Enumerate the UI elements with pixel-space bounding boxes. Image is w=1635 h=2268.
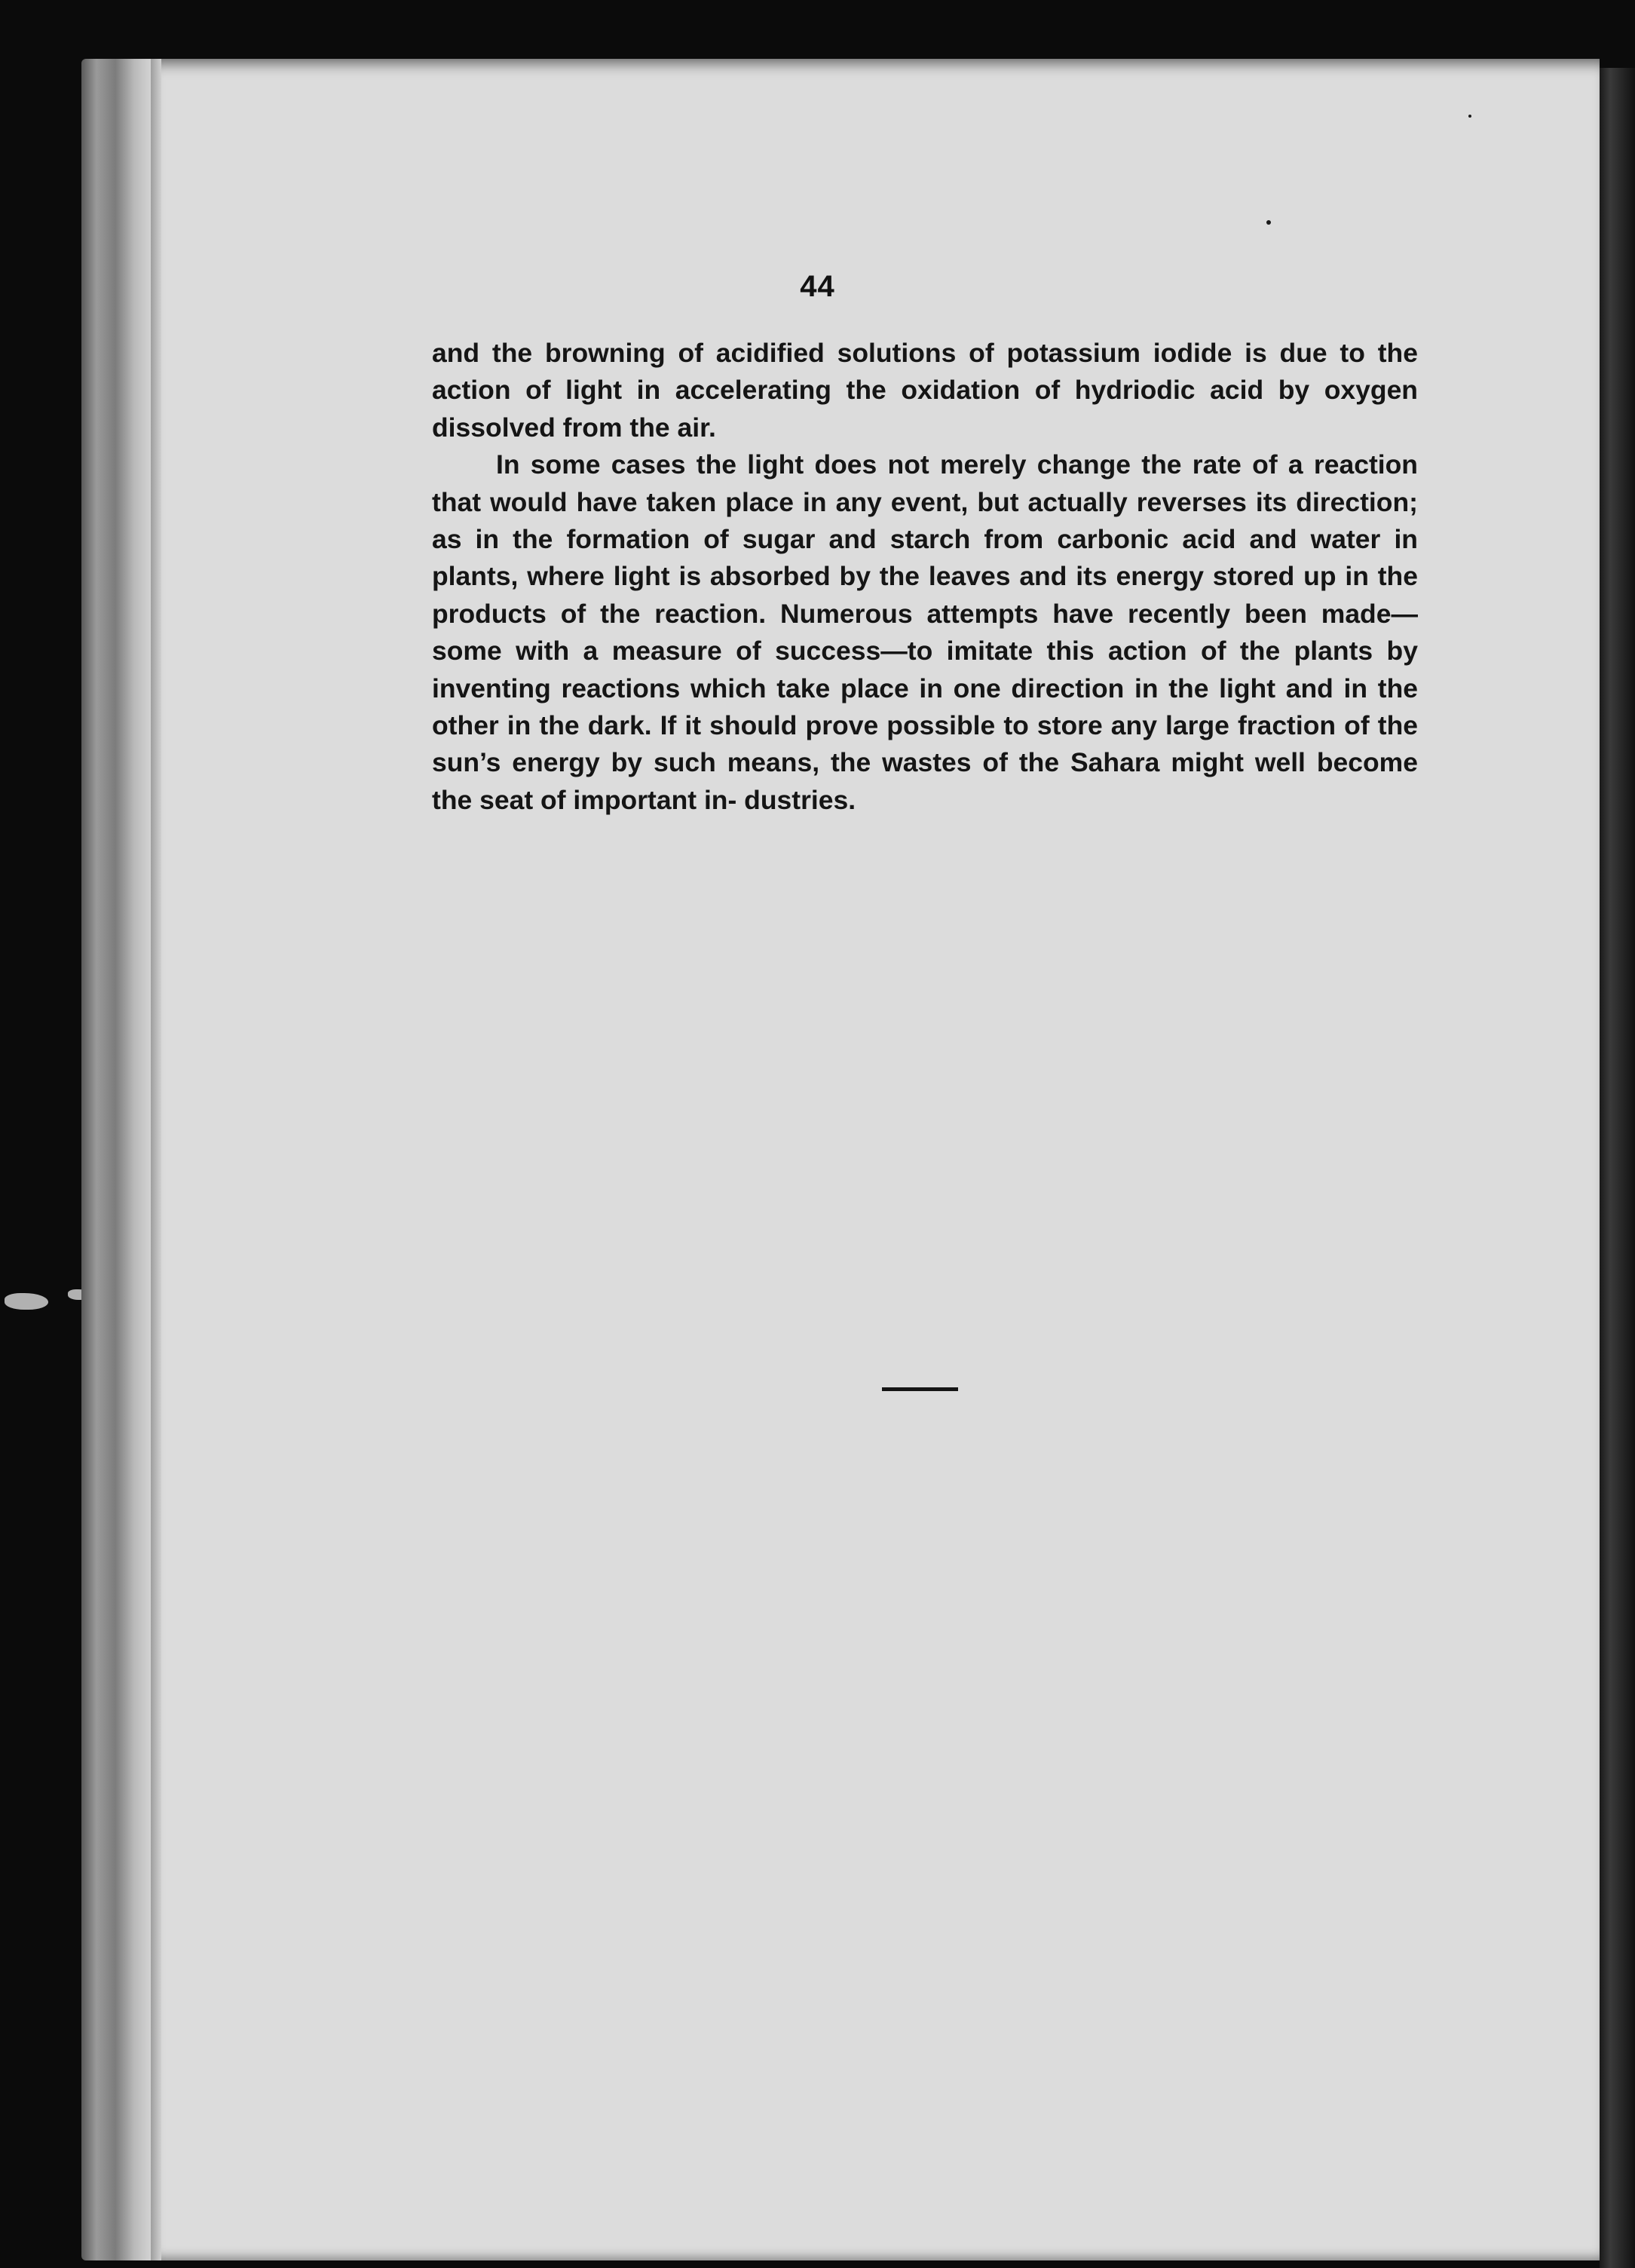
end-rule [882,1387,958,1391]
left-margin-smudge [5,1293,48,1310]
paragraph-1: and the browning of acidified solutions of potassium iodide is due to the action of light in accelerating the oxidation of hydriodic acid by oxygen dissolved from the air. [432,338,1418,443]
ink-speck [1468,115,1471,118]
right-page-edge [1600,68,1635,2268]
body-text [432,335,1418,819]
paragraph-2: In some cases the light does not merely change the rate of a reaction that would have taken place in any event, but actually reverses its direction; as in the formation of sugar and starch from carbonic acid and water in plants, where light is absorbed by the leaves and its energy stored up in the products of the reaction. Numerous attempts have recently been made—some with a measure of success—to imitate this action of the plants by inventing reactions which take place in one direction in the light and in the other in the dark. If it should prove possible to store any large fraction of the sun’s energy by such means, the wastes of the Sahara might well become the seat of important in- dustries. [432,449,1418,815]
page-gutter [151,59,161,2260]
ink-speck [1266,220,1271,225]
page-number: 44 [800,270,835,303]
